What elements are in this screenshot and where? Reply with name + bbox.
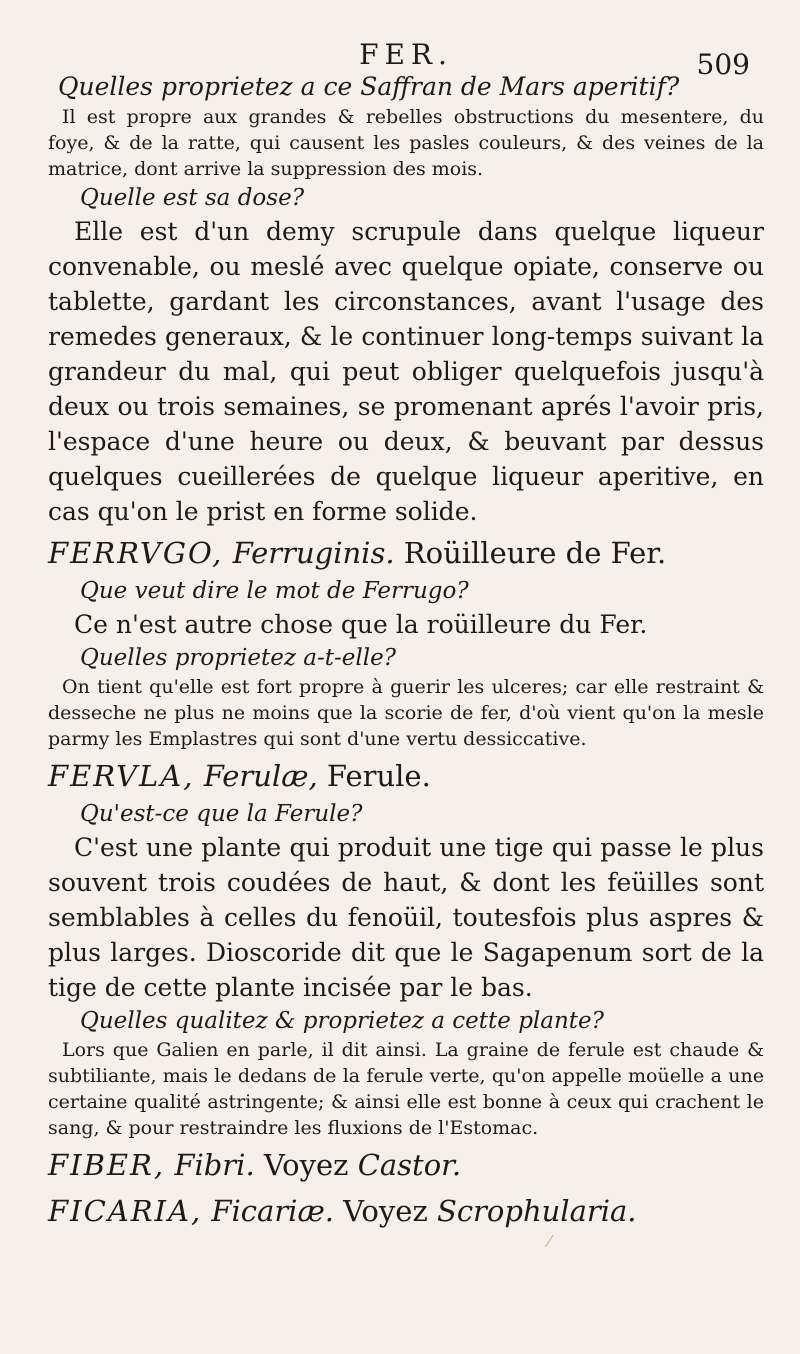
question-saffran-properties: Quelles proprietez a ce Saffran de Mars aperitif? — [58, 72, 680, 101]
headword-ferula: FERVLA, — [48, 759, 195, 793]
answer-ferrugo-properties: On tient qu'elle est fort propre à guerir les ulceres; car elle restraint & desseche ne plus ne moins que la scorie de fer, d'où vient qu'on la mesle parmy les Emplastres qui sont d'une vertu dessiccative. — [48, 676, 764, 750]
latin-ficaria: Ficariæ. — [211, 1194, 334, 1228]
entry-heading-ferrugo — [48, 531, 764, 575]
answer-ferula-properties: Lors que Galien en parle, il dit ainsi. La graine de ferule est chaude & subtiliante, mais le dedans de la ferule verte, qu'on appelle moüelle a une certaine qualité astringente; & ainsi elle est bonne à ceux qui crachent le sang, & pour restraindre les fluxions de l'Estomac. — [48, 1039, 764, 1139]
voyez-fiber: Voyez — [263, 1148, 349, 1182]
question-ferula-properties: Quelles qualitez & proprietez a cette plante? — [80, 1008, 604, 1034]
french-ferula: Ferule. — [326, 759, 431, 793]
headword-ferrugo: FERRVGO, — [48, 536, 224, 570]
question-dose: Quelle est sa dose? — [80, 185, 305, 211]
headword-fiber: FIBER, — [48, 1148, 166, 1182]
latin-ferrugo: Ferruginis. — [232, 536, 395, 570]
running-head — [48, 30, 764, 81]
answer-saffran-properties: Il est propre aux grandes & rebelles obstructions du mesentere, du foye, & de la ratte, qui causent les pasles couleurs, & des veines de la matrice, dont arrive la suppression des mois. — [48, 106, 764, 180]
cross-reference-scrophularia: Scrophularia. — [436, 1194, 637, 1228]
latin-fiber: Fibri. — [174, 1148, 255, 1182]
entry-heading-ficaria — [48, 1189, 764, 1233]
answer-dose: Elle est d'un demy scrupule dans quelque liqueur convenable, ou meslé avec quelque opiate, conserve ou tablette, gardant les circonstances, avant l'usage des remedes generaux, & le continuer long-temps suivant la grandeur du mal, qui peut obliger quelquefois jusqu'à deux ou trois semaines, se promenant aprés l'avoir pris, l'espace d'une heure ou deux, & beuvant par dessus quelques cueillerées de quelque liqueur aperitive, en cas qu'on le prist en forme solide. — [48, 217, 764, 526]
voyez-ficaria: Voyez — [343, 1194, 428, 1228]
page-number: 509 — [696, 48, 750, 81]
french-ferrugo: Roüilleure de Fer. — [403, 536, 667, 570]
answer-ferula-what: C'est une plante qui produit une tige qui passe le plus souvent trois coudées de haut, & dont les feüilles sont semblables à celles du fenoüil, toutesfois plus aspres & plus larges. Dioscoride dit que le Sagapenum sort de la tige de cette plante incisée par le bas. — [48, 833, 764, 1002]
headword-ficaria: FICARIA, — [48, 1194, 203, 1228]
answer-ferrugo-meaning: Ce n'est autre chose que la roüilleure du Fer. — [74, 610, 648, 639]
entry-heading-ferula — [48, 754, 764, 798]
question-ferula-what: Qu'est-ce que la Ferule? — [80, 801, 363, 827]
question-ferrugo-meaning: Que veut dire le mot de Ferrugo? — [80, 578, 469, 604]
question-ferrugo-properties: Quelles proprietez a-t-elle? — [80, 645, 397, 671]
stray-pen-mark: ⁄ — [548, 1232, 551, 1251]
cross-reference-castor: Castor. — [357, 1148, 462, 1182]
latin-ferula: Ferulæ, — [203, 759, 318, 793]
running-title: FER. — [359, 38, 453, 71]
entry-heading-fiber — [48, 1143, 764, 1187]
